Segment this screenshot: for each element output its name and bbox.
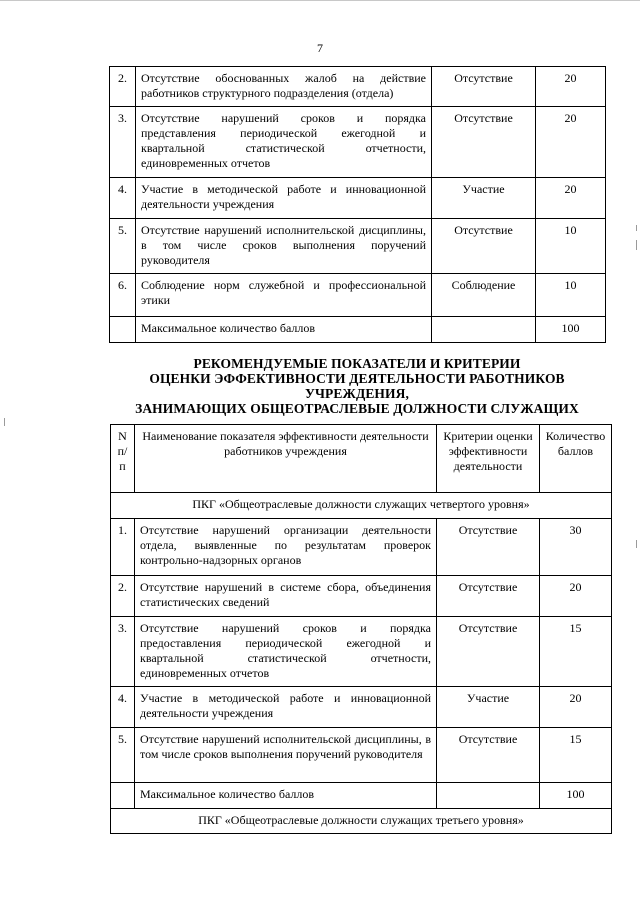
total-label: Максимальное количество баллов	[135, 783, 437, 809]
indicator-cell: Участие в методической работе и инновационной деятельности учреждения	[135, 687, 437, 728]
group-row	[111, 493, 612, 519]
row-number	[111, 783, 135, 809]
criterion-cell: Отсутствие	[432, 67, 536, 107]
criterion-cell: Отсутствие	[437, 728, 540, 783]
criterion-cell	[432, 317, 536, 343]
row-number: 6.	[110, 274, 136, 317]
scan-edge-mark	[0, 0, 640, 1]
points-cell: 15	[540, 728, 612, 783]
points-cell: 10	[536, 219, 606, 274]
row-number: 4.	[110, 178, 136, 219]
points-cell: 30	[540, 519, 612, 576]
table-row	[110, 67, 606, 107]
row-number: 2.	[110, 67, 136, 107]
group-title: ПКГ «Общеотраслевые должности служащих третьего уровня»	[111, 809, 612, 834]
heading-line-3: ЗАНИМАЮЩИХ ОБЩЕОТРАСЛЕВЫЕ ДОЛЖНОСТИ СЛУЖАЩИХ	[135, 401, 579, 416]
criterion-cell: Отсутствие	[432, 107, 536, 178]
row-number: 1.	[111, 519, 135, 576]
table-row	[110, 274, 606, 317]
group-row	[111, 809, 612, 834]
scan-edge-mark	[636, 540, 637, 548]
total-row	[110, 317, 606, 343]
row-number: 3.	[110, 107, 136, 178]
criterion-cell: Отсутствие	[437, 519, 540, 576]
points-cell: 20	[540, 687, 612, 728]
row-number: 2.	[111, 576, 135, 617]
scan-edge-mark	[636, 225, 637, 231]
criterion-cell: Отсутствие	[437, 576, 540, 617]
points-cell: 10	[536, 274, 606, 317]
total-points: 100	[540, 783, 612, 809]
indicator-cell: Соблюдение норм служебной и профессиональной этики	[136, 274, 432, 317]
scan-edge-mark	[636, 240, 637, 250]
table-row	[110, 107, 606, 178]
page-number: 7	[317, 41, 323, 55]
table-row	[111, 576, 612, 617]
indicator-cell: Участие в методической работе и инновационной деятельности учреждения	[136, 178, 432, 219]
table-general-positions	[110, 424, 612, 834]
table-row	[111, 687, 612, 728]
points-cell: 20	[536, 107, 606, 178]
heading-line-2: ОЦЕНКИ ЭФФЕКТИВНОСТИ ДЕЯТЕЛЬНОСТИ РАБОТНИКОВ УЧРЕЖДЕНИЯ,	[149, 371, 565, 401]
indicator-cell: Отсутствие нарушений организации деятельности отдела, выявленные по результатам проверок контрольно-надзорных органов	[135, 519, 437, 576]
heading-line-1: РЕКОМЕНДУЕМЫЕ ПОКАЗАТЕЛИ И КРИТЕРИИ	[193, 356, 521, 371]
section-heading	[102, 356, 612, 416]
table-row	[111, 728, 612, 783]
row-number: 5.	[111, 728, 135, 783]
points-cell: 20	[536, 178, 606, 219]
table-row	[111, 519, 612, 576]
group-title: ПКГ «Общеотраслевые должности служащих четвертого уровня»	[111, 493, 612, 519]
header-number: N п/п	[111, 425, 135, 493]
total-points: 100	[536, 317, 606, 343]
criterion-cell	[437, 783, 540, 809]
indicator-cell: Отсутствие нарушений сроков и порядка предоставления периодической ежегодной и квартальной статистической отчетности, единовременных отчетов	[135, 617, 437, 687]
row-number: 3.	[111, 617, 135, 687]
table-previous-category	[109, 66, 606, 343]
criterion-cell: Отсутствие	[432, 219, 536, 274]
indicator-cell: Отсутствие нарушений сроков и порядка представления периодической ежегодной и квартальной статистической отчетности, единовременных отчетов	[136, 107, 432, 178]
row-number	[110, 317, 136, 343]
header-points: Количество баллов	[540, 425, 612, 493]
scan-edge-mark	[4, 418, 5, 426]
criterion-cell: Соблюдение	[432, 274, 536, 317]
total-label: Максимальное количество баллов	[136, 317, 432, 343]
header-row	[111, 425, 612, 493]
criterion-cell: Отсутствие	[437, 617, 540, 687]
indicator-cell: Отсутствие нарушений исполнительской дисциплины, в том числе сроков выполнения поручений руководителя	[135, 728, 437, 783]
points-cell: 20	[536, 67, 606, 107]
indicator-cell: Отсутствие обоснованных жалоб на действие работников структурного подразделения (отдела)	[136, 67, 432, 107]
criterion-cell: Участие	[432, 178, 536, 219]
criterion-cell: Участие	[437, 687, 540, 728]
row-number: 5.	[110, 219, 136, 274]
row-number: 4.	[111, 687, 135, 728]
indicator-cell: Отсутствие нарушений исполнительской дисциплины, в том числе сроков выполнения поручений руководителя	[136, 219, 432, 274]
points-cell: 15	[540, 617, 612, 687]
table-row	[110, 219, 606, 274]
total-row	[111, 783, 612, 809]
points-cell: 20	[540, 576, 612, 617]
indicator-cell: Отсутствие нарушений в системе сбора, объединения статистических сведений	[135, 576, 437, 617]
header-criterion: Критерии оценки эффективности деятельности	[437, 425, 540, 493]
table-row	[110, 178, 606, 219]
header-indicator: Наименование показателя эффективности деятельности работников учреждения	[135, 425, 437, 493]
table-row	[111, 617, 612, 687]
